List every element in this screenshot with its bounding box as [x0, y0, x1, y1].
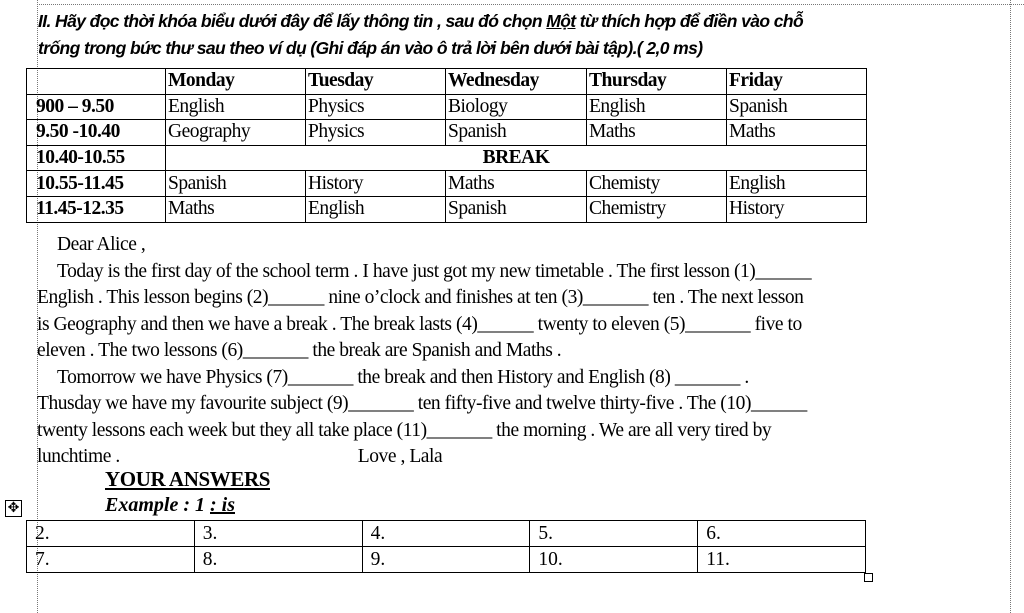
subject-cell: History: [306, 171, 446, 197]
answer-cell[interactable]: 9.: [362, 547, 530, 573]
timetable-row: [27, 171, 867, 197]
subject-cell: Chemistry: [587, 196, 727, 222]
subject-cell: Spanish: [446, 120, 587, 146]
answer-cell[interactable]: 7.: [27, 547, 195, 573]
letter-signoff: Love , Lala: [357, 446, 443, 467]
time-slot: 900 – 9.50: [27, 94, 166, 120]
instruction-line-1: II. Hãy đọc thời khóa biểu dưới đây để lấy thông tin , sau đó chọn Một từ thích hợp để điền vào chỗ: [38, 11, 804, 31]
day-header: Thursday: [587, 69, 727, 95]
answer-cell[interactable]: 5.: [530, 521, 698, 547]
letter-greeting: Dear Alice ,: [57, 234, 146, 255]
subject-cell: English: [166, 94, 306, 120]
subject-cell: Spanish: [727, 94, 867, 120]
subject-cell: Maths: [446, 171, 587, 197]
time-slot: 9.50 -10.40: [27, 120, 166, 146]
letter-line: eleven . The two lessons (6)_______ the break are Spanish and Maths .: [37, 340, 562, 361]
subject-cell: Maths: [166, 196, 306, 222]
letter-line: twenty lessons each week but they all take place (11)_______ the morning . We are all very tired by: [37, 419, 772, 441]
answers-heading: YOUR ANSWERS: [105, 467, 270, 491]
letter-last-line: lunchtime . Love , Lala: [37, 444, 1017, 471]
answer-row: [27, 521, 866, 547]
subject-cell: Chemisty: [587, 171, 727, 197]
answer-table: [26, 520, 866, 573]
subject-cell: English: [306, 196, 446, 222]
day-header: Monday: [166, 69, 306, 95]
subject-cell: English: [727, 171, 867, 197]
day-header: Friday: [727, 69, 867, 95]
answer-cell[interactable]: 6.: [698, 521, 866, 547]
day-header: Wednesday: [446, 69, 587, 95]
subject-cell: Physics: [306, 120, 446, 146]
timetable-row: [27, 120, 867, 146]
answer-cell[interactable]: 10.: [530, 547, 698, 573]
subject-cell: Maths: [727, 120, 867, 146]
answer-cell[interactable]: 8.: [194, 547, 362, 573]
subject-cell: Spanish: [446, 196, 587, 222]
timetable: [26, 68, 867, 223]
exercise-instruction: [38, 8, 1018, 62]
subject-cell: Biology: [446, 94, 587, 120]
subject-cell: Physics: [306, 94, 446, 120]
timetable-row: [27, 196, 867, 222]
letter-line: Tomorrow we have Physics (7)_______ the break and then History and English (8) _______ .: [57, 366, 749, 388]
answer-cell[interactable]: 2.: [27, 521, 195, 547]
subject-cell: English: [587, 94, 727, 120]
resize-handle-icon[interactable]: [864, 573, 873, 582]
letter-line: Today is the first day of the school term . I have just got my new timetable . The first lesson (1)______: [57, 260, 812, 282]
example-answer: Example : 1 : is: [105, 494, 235, 516]
top-margin-guide: [37, 4, 1024, 5]
letter-body: [37, 232, 1017, 471]
time-slot: 10.55-11.45: [27, 171, 166, 197]
time-slot: 11.45-12.35: [27, 196, 166, 222]
timetable-corner-cell: [27, 69, 166, 95]
break-cell: BREAK: [166, 145, 867, 171]
answer-row: [27, 547, 866, 573]
subject-cell: History: [727, 196, 867, 222]
answer-cell[interactable]: 4.: [362, 521, 530, 547]
instruction-line-2: trống trong bức thư sau theo ví dụ (Ghi đáp án vào ô trả lời bên dưới bài tập).( 2,0 ms): [38, 38, 703, 58]
letter-line: is Geography and then we have a break . The break lasts (4)______ twenty to eleven (5)_______ five to: [37, 313, 802, 335]
answer-cell[interactable]: 11.: [698, 547, 866, 573]
subject-cell: Maths: [587, 120, 727, 146]
time-slot: 10.40-10.55: [27, 145, 166, 171]
answer-cell[interactable]: 3.: [194, 521, 362, 547]
subject-cell: Spanish: [166, 171, 306, 197]
four-arrow-move-icon[interactable]: ✥: [5, 500, 22, 517]
timetable-row: [27, 94, 867, 120]
day-header: Tuesday: [306, 69, 446, 95]
timetable-header-row: [27, 69, 867, 95]
timetable-break-row: [27, 145, 867, 171]
letter-line: English . This lesson begins (2)______ nine o’clock and finishes at ten (3)_______ ten . The next lesson: [37, 287, 804, 308]
subject-cell: Geography: [166, 120, 306, 146]
letter-line: Thusday we have my favourite subject (9)_______ ten fifty-five and twelve thirty-five . The (10)______: [37, 393, 807, 414]
